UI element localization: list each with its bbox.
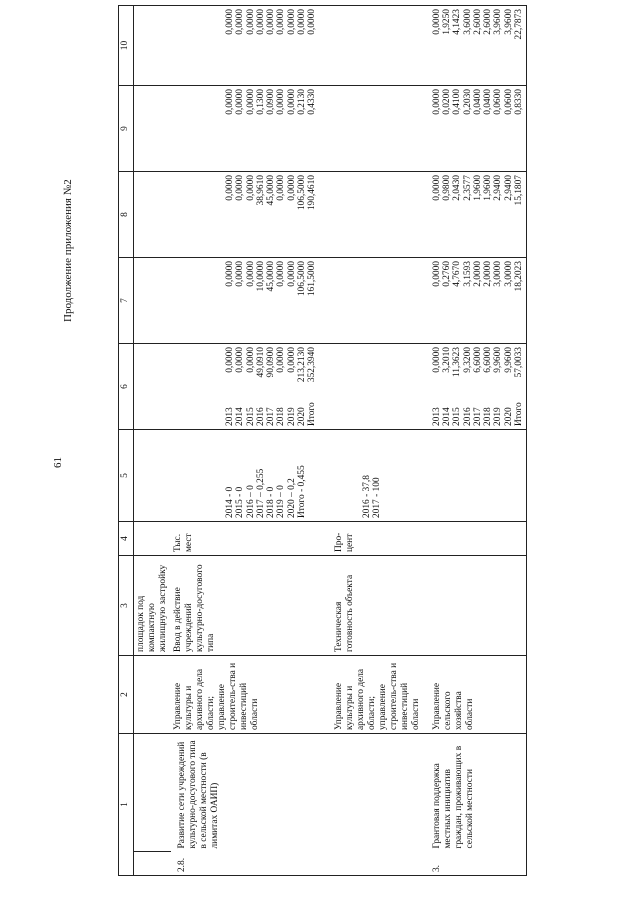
unit: Про-цент bbox=[320, 522, 424, 556]
value-cell: 0,0200 bbox=[441, 89, 452, 115]
year-label: 2020 bbox=[297, 407, 308, 426]
value-cell: 0,0000 bbox=[431, 9, 442, 35]
value-cell: 9,3200 bbox=[462, 347, 473, 373]
value-cell: 0,0000 bbox=[286, 347, 297, 373]
year-label: 2020 bbox=[503, 407, 514, 426]
value-cell: 352,3940 bbox=[307, 347, 318, 383]
value-cell: 22,7873 bbox=[514, 9, 525, 40]
activity-name: Грантовая поддержка местных инициатив граждан, проживающих в сельской местности bbox=[424, 734, 527, 852]
value-cell: 0,2130 bbox=[297, 89, 308, 115]
value-cell: 2,6000 bbox=[472, 9, 483, 35]
value-cell: 161,5000 bbox=[307, 261, 318, 297]
target-item: 2016 – 0 bbox=[245, 485, 256, 518]
value-cell: 45,0000 bbox=[266, 261, 277, 292]
value-cell: 106,5000 bbox=[297, 175, 308, 211]
funding-col-10 bbox=[424, 6, 527, 86]
header-col-6: 6 bbox=[119, 344, 134, 430]
header-col-8: 8 bbox=[119, 172, 134, 258]
header-col-2: 2 bbox=[119, 656, 134, 734]
value-cell: 1,9600 bbox=[472, 175, 483, 201]
value-cell: 0,0000 bbox=[235, 9, 246, 35]
value-cell: 2,0430 bbox=[452, 175, 463, 201]
target-item: 2020 – 0,2 bbox=[286, 478, 297, 518]
value-cell: 45,0000 bbox=[266, 175, 277, 206]
value-cell: 3,6000 bbox=[462, 9, 473, 35]
funding-col-9 bbox=[424, 86, 527, 172]
value-cell: 4,7670 bbox=[452, 261, 463, 287]
value-cell: 2,0000 bbox=[472, 261, 483, 287]
value-cell: 3,9600 bbox=[493, 9, 504, 35]
value-cell: 0,0000 bbox=[307, 9, 318, 35]
value-cell: 1,9250 bbox=[441, 9, 452, 35]
value-cell: 3,9600 bbox=[503, 9, 514, 35]
table-row-2-8 bbox=[171, 6, 320, 876]
value-cell: 2,3577 bbox=[462, 175, 473, 201]
value-cell: 0,0000 bbox=[255, 9, 266, 35]
funding-col-7 bbox=[171, 258, 320, 344]
value-cell: 15,1807 bbox=[514, 175, 525, 206]
carryover-indicator: площадок под компактную жилищную застройку bbox=[134, 556, 172, 656]
value-cell: 0,0000 bbox=[276, 89, 287, 115]
value-cell: 2,0000 bbox=[483, 261, 494, 287]
row-number: 2.8. bbox=[171, 852, 320, 876]
activity-name: Развитие сети учреждений культурно-досугового типа в сельской местности (в лимитах ОАИП) bbox=[171, 734, 320, 852]
target-item: 2014 - 0 bbox=[225, 486, 235, 518]
value-cell: 0,0000 bbox=[276, 347, 287, 373]
value-cell: 3,1593 bbox=[462, 261, 473, 287]
value-cell: 0,0000 bbox=[225, 89, 235, 115]
value-cell: 0,0000 bbox=[245, 175, 256, 201]
value-cell: 0,4330 bbox=[307, 89, 318, 115]
funding-col-8 bbox=[424, 172, 527, 258]
value-cell: 0,8330 bbox=[514, 89, 525, 115]
value-cell: 0,0400 bbox=[483, 89, 494, 115]
year-label: 2015 bbox=[452, 407, 463, 426]
value-cell: 49,0910 bbox=[255, 347, 266, 378]
header-row bbox=[119, 6, 134, 876]
value-cell: 3,0000 bbox=[493, 261, 504, 287]
executor: Управление сельского хозяйства области bbox=[424, 656, 527, 734]
header-col-9: 9 bbox=[119, 86, 134, 172]
funding-col-7 bbox=[424, 258, 527, 344]
header-col-4: 4 bbox=[119, 522, 134, 556]
carryover-row bbox=[134, 6, 172, 876]
value-cell: 0,0000 bbox=[225, 261, 235, 287]
target-item: 2019 – 0 bbox=[276, 485, 287, 518]
year-label: 2014 bbox=[441, 407, 452, 426]
value-cell: 38,9610 bbox=[255, 175, 266, 206]
value-cell: 9,9600 bbox=[493, 347, 504, 373]
value-cell: 9,9600 bbox=[503, 347, 514, 373]
value-cell: 0,0600 bbox=[503, 89, 514, 115]
value-cell: 0,0400 bbox=[472, 89, 483, 115]
year-label: 2013 bbox=[225, 407, 235, 426]
value-cell: 6,6000 bbox=[472, 347, 483, 373]
targets-by-year bbox=[320, 430, 424, 522]
target-item: 2017 - 100 bbox=[371, 477, 382, 518]
value-cell: 0,0000 bbox=[276, 261, 287, 287]
value-cell: 0,0000 bbox=[235, 89, 246, 115]
value-cell: 0,0000 bbox=[266, 9, 277, 35]
funding-col-10 bbox=[171, 6, 320, 86]
unit: Тыс. мест bbox=[171, 522, 320, 556]
value-cell: 2,6000 bbox=[483, 9, 494, 35]
header-col-3: 3 bbox=[119, 556, 134, 656]
value-cell: 0,0000 bbox=[431, 261, 442, 287]
year-label: 2017 bbox=[266, 407, 277, 426]
value-cell: 2,9400 bbox=[493, 175, 504, 201]
header-col-5: 5 bbox=[119, 430, 134, 522]
funding-col-6 bbox=[424, 344, 527, 430]
indicator: Ввод в действие учреждений культурно-досугового типа bbox=[171, 556, 320, 656]
value-cell: 0,0000 bbox=[235, 347, 246, 373]
year-label: 2014 bbox=[235, 407, 246, 426]
target-item: Итого - 0,455 bbox=[297, 465, 308, 518]
value-cell: 57,0033 bbox=[514, 347, 525, 378]
header-col-10: 10 bbox=[119, 6, 134, 86]
page-number: 61 bbox=[52, 457, 64, 468]
value-cell: 0,0000 bbox=[235, 261, 246, 287]
value-cell: 0,0000 bbox=[225, 9, 235, 35]
target-item: 2017 – 0,255 bbox=[255, 468, 266, 518]
value-cell: 0,4100 bbox=[452, 89, 463, 115]
value-cell: 1,9600 bbox=[483, 175, 494, 201]
value-cell: 0,2760 bbox=[441, 261, 452, 287]
program-table bbox=[118, 5, 527, 876]
year-label: 2016 bbox=[255, 407, 266, 426]
funding-col-6 bbox=[171, 344, 320, 430]
funding-col-8 bbox=[171, 172, 320, 258]
value-cell: 0,0000 bbox=[225, 347, 235, 373]
value-cell: 90,0900 bbox=[266, 347, 277, 378]
target-item: 2016 - 37,8 bbox=[361, 475, 372, 518]
funding-col-9 bbox=[171, 86, 320, 172]
value-cell: 11,3623 bbox=[452, 347, 463, 378]
value-cell: 0,0900 bbox=[266, 89, 277, 115]
value-cell: 0,0000 bbox=[245, 261, 256, 287]
indicator: Техническая готовность объекта bbox=[320, 556, 424, 656]
executor: Управление культуры и архивного дела области; управление строитель-ства и инвестиций области bbox=[320, 656, 424, 734]
value-cell: 2,9400 bbox=[503, 175, 514, 201]
value-cell: 0,0000 bbox=[297, 9, 308, 35]
value-cell: 6,6000 bbox=[483, 347, 494, 373]
year-label: Итого bbox=[514, 402, 525, 426]
year-label: 2013 bbox=[431, 407, 442, 426]
year-label: 2019 bbox=[286, 407, 297, 426]
year-label: 2018 bbox=[483, 407, 494, 426]
value-cell: 4,1423 bbox=[452, 9, 463, 35]
target-item: 2018 - 0 bbox=[266, 486, 277, 518]
value-cell: 0,0000 bbox=[431, 347, 442, 373]
value-cell: 0,1300 bbox=[255, 89, 266, 115]
value-cell: 0,0000 bbox=[286, 9, 297, 35]
year-label: Итого bbox=[307, 402, 318, 426]
year-label: 2018 bbox=[276, 407, 287, 426]
value-cell: 213,2130 bbox=[297, 347, 308, 383]
value-cell: 18,2023 bbox=[514, 261, 525, 292]
value-cell: 3,0000 bbox=[503, 261, 514, 287]
rotated-table-container bbox=[118, 6, 615, 876]
target-item: 2015 - 0 bbox=[235, 486, 246, 518]
row-number: 3. bbox=[424, 852, 527, 876]
value-cell: 0,0000 bbox=[286, 261, 297, 287]
year-label: 2016 bbox=[462, 407, 473, 426]
value-cell: 0,0000 bbox=[286, 175, 297, 201]
value-cell: 0,0000 bbox=[431, 89, 442, 115]
header-col-7: 7 bbox=[119, 258, 134, 344]
value-cell: 0,2030 bbox=[462, 89, 473, 115]
year-label: 2019 bbox=[493, 407, 504, 426]
value-cell: 0,0000 bbox=[225, 175, 235, 201]
value-cell: 0,0000 bbox=[245, 347, 256, 373]
header-col-1: 1 bbox=[119, 734, 134, 876]
value-cell: 3,2010 bbox=[441, 347, 452, 373]
year-label: 2015 bbox=[245, 407, 256, 426]
year-label: 2017 bbox=[472, 407, 483, 426]
table-row-2-8-readiness bbox=[320, 6, 424, 876]
executor: Управление культуры и архивного дела области; управление строитель-ства и инвестиций области bbox=[171, 656, 320, 734]
value-cell: 0,0000 bbox=[276, 175, 287, 201]
value-cell: 0,0000 bbox=[235, 175, 246, 201]
value-cell: 106,5000 bbox=[297, 261, 308, 297]
value-cell: 0,0600 bbox=[493, 89, 504, 115]
targets-by-year bbox=[171, 430, 320, 522]
table-row-3 bbox=[424, 6, 527, 876]
value-cell: 0,0000 bbox=[245, 9, 256, 35]
value-cell: 0,0000 bbox=[245, 89, 256, 115]
value-cell: 0,9800 bbox=[441, 175, 452, 201]
value-cell: 190,4610 bbox=[307, 175, 318, 211]
value-cell: 10,0000 bbox=[255, 261, 266, 292]
value-cell: 0,0000 bbox=[276, 9, 287, 35]
value-cell: 0,0000 bbox=[286, 89, 297, 115]
value-cell: 0,0000 bbox=[431, 175, 442, 201]
appendix-caption: Продолжение приложения №2 bbox=[62, 179, 74, 322]
